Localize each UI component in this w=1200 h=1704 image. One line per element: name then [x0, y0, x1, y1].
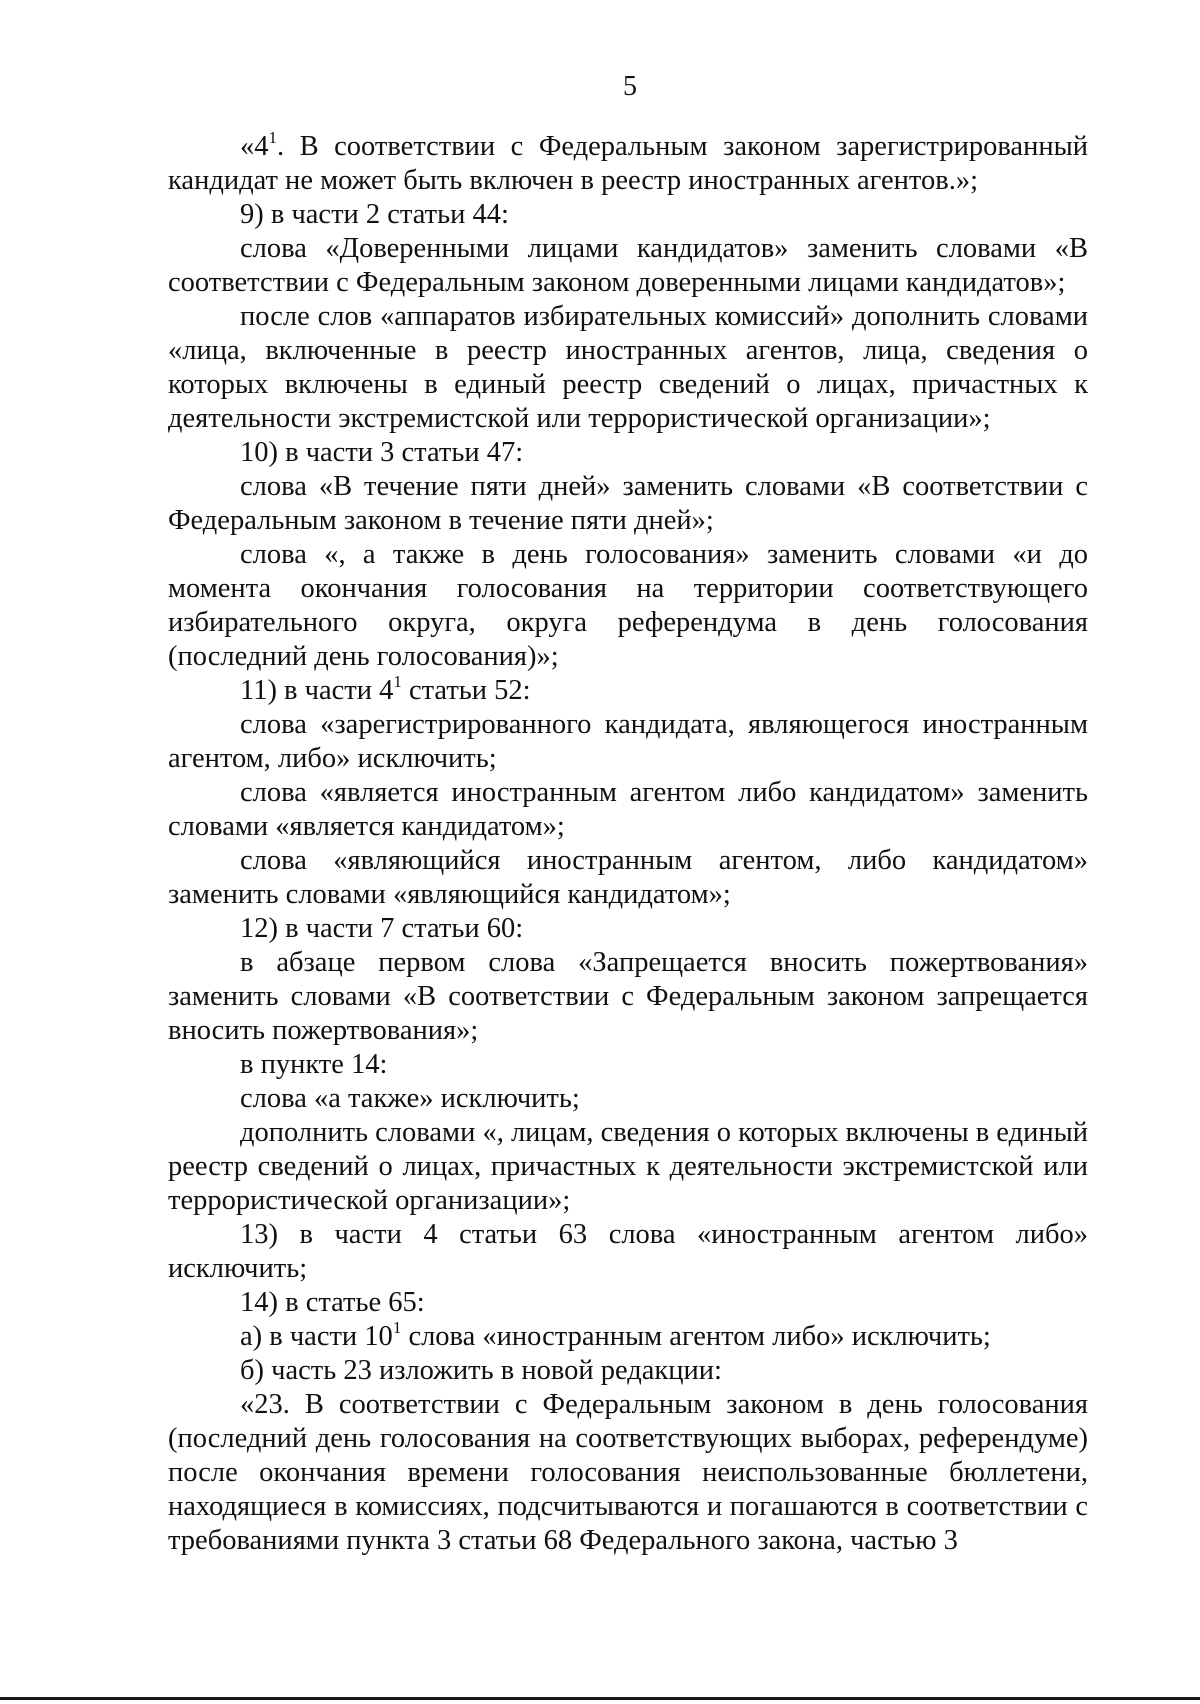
paragraph-text: «4 [240, 131, 269, 162]
paragraph-text: 14) в статье 65: [240, 1287, 425, 1318]
paragraph [168, 844, 1088, 912]
paragraph-text: слова «Доверенными лицами кандидатов» заменить словами «В соответствии с Федеральным законом доверенными лицами кандидатов»; [168, 233, 1088, 298]
paragraph [168, 127, 1088, 198]
page-number: 5 [623, 71, 637, 102]
paragraph-text: слова «является иностранным агентом либо кандидатом» заменить словами «является кандидатом»; [168, 777, 1088, 842]
paragraph-text: дополнить словами «, лицам, сведения о которых включены в единый реестр сведений о лицах, причастных к деятельности экстремистской или террористической организации»; [168, 1117, 1088, 1216]
paragraph-text: 9) в части 2 статьи 44: [240, 199, 509, 230]
paragraph-text: слова «иностранным агентом либо» исключить; [401, 1321, 991, 1352]
superscript: 1 [392, 1317, 402, 1337]
paragraph [168, 1048, 1088, 1082]
page-bottom-edge [0, 1697, 1200, 1700]
paragraph-text: слова «В течение пяти дней» заменить словами «В соответствии с Федеральным законом в течение пяти дней»; [168, 471, 1088, 536]
paragraph-text: статьи 52: [401, 675, 531, 706]
paragraph [168, 1354, 1088, 1388]
paragraph [168, 1388, 1088, 1558]
paragraph-text: в абзаце первом слова «Запрещается вносить пожертвования» заменить словами «В соответствии с Федеральным законом запрещается вносить пожертвования»; [168, 947, 1088, 1046]
paragraph [168, 776, 1088, 844]
paragraph-text: 10) в части 3 статьи 47: [240, 437, 524, 468]
paragraph-text: 13) в части 4 статьи 63 слова «иностранным агентом либо» исключить; [168, 1219, 1088, 1284]
paragraph [168, 1317, 1088, 1354]
paragraph-text: а) в части 10 [240, 1321, 393, 1352]
paragraph [168, 232, 1088, 300]
paragraph [168, 1286, 1088, 1320]
paragraph-text: слова «являющийся иностранным агентом, либо кандидатом» заменить словами «являющийся кандидатом»; [168, 845, 1088, 910]
paragraph [168, 300, 1088, 436]
superscript: 1 [268, 127, 277, 147]
paragraph-text: после слов «аппаратов избирательных комиссий» дополнить словами «лица, включенные в реестр иностранных агентов, лица, сведения о которых включены в единый реестр сведений о лицах, причастных к деятельности экстремистской или террористической организации»; [168, 301, 1088, 434]
paragraph [168, 470, 1088, 538]
paragraph [168, 946, 1088, 1048]
paragraph-text: слова «, а также в день голосования» заменить словами «и до момента окончания голосования на территории соответствующего избирательного округа, округа референдума в день голосования (последний день голосования)»; [168, 539, 1088, 672]
paragraph-text: «23. В соответствии с Федеральным законом в день голосования (последний день голосования на соответствующих выборах, референдуме) после окончания времени голосования неиспользованные бюллетени, находящиеся в комиссиях, подсчитываются и погашаются в соответствии с требованиями пункта 3 статьи 68 Федерального закона, частью 3 [168, 1389, 1088, 1556]
paragraph-text: б) часть 23 изложить в новой редакции: [240, 1355, 722, 1386]
paragraph [168, 912, 1088, 946]
paragraph [168, 671, 1088, 708]
paragraph [168, 1082, 1088, 1116]
paragraph-text: 12) в части 7 статьи 60: [240, 913, 524, 944]
superscript: 1 [393, 671, 402, 691]
paragraph [168, 198, 1088, 232]
paragraph-text: . В соответствии с Федеральным законом зарегистрированный кандидат не может быть включен в реестр иностранных агентов.»; [168, 131, 1088, 196]
paragraph-text: слова «зарегистрированного кандидата, являющегося иностранным агентом, либо» исключить; [168, 709, 1088, 774]
paragraph-text: 11) в части 4 [240, 675, 394, 706]
document-body [168, 127, 1088, 1558]
paragraph-text: в пункте 14: [240, 1049, 388, 1080]
paragraph [168, 436, 1088, 470]
paragraph [168, 538, 1088, 674]
paragraph-text: слова «а также» исключить; [240, 1083, 580, 1114]
paragraph [168, 708, 1088, 776]
paragraph [168, 1218, 1088, 1286]
paragraph [168, 1116, 1088, 1218]
